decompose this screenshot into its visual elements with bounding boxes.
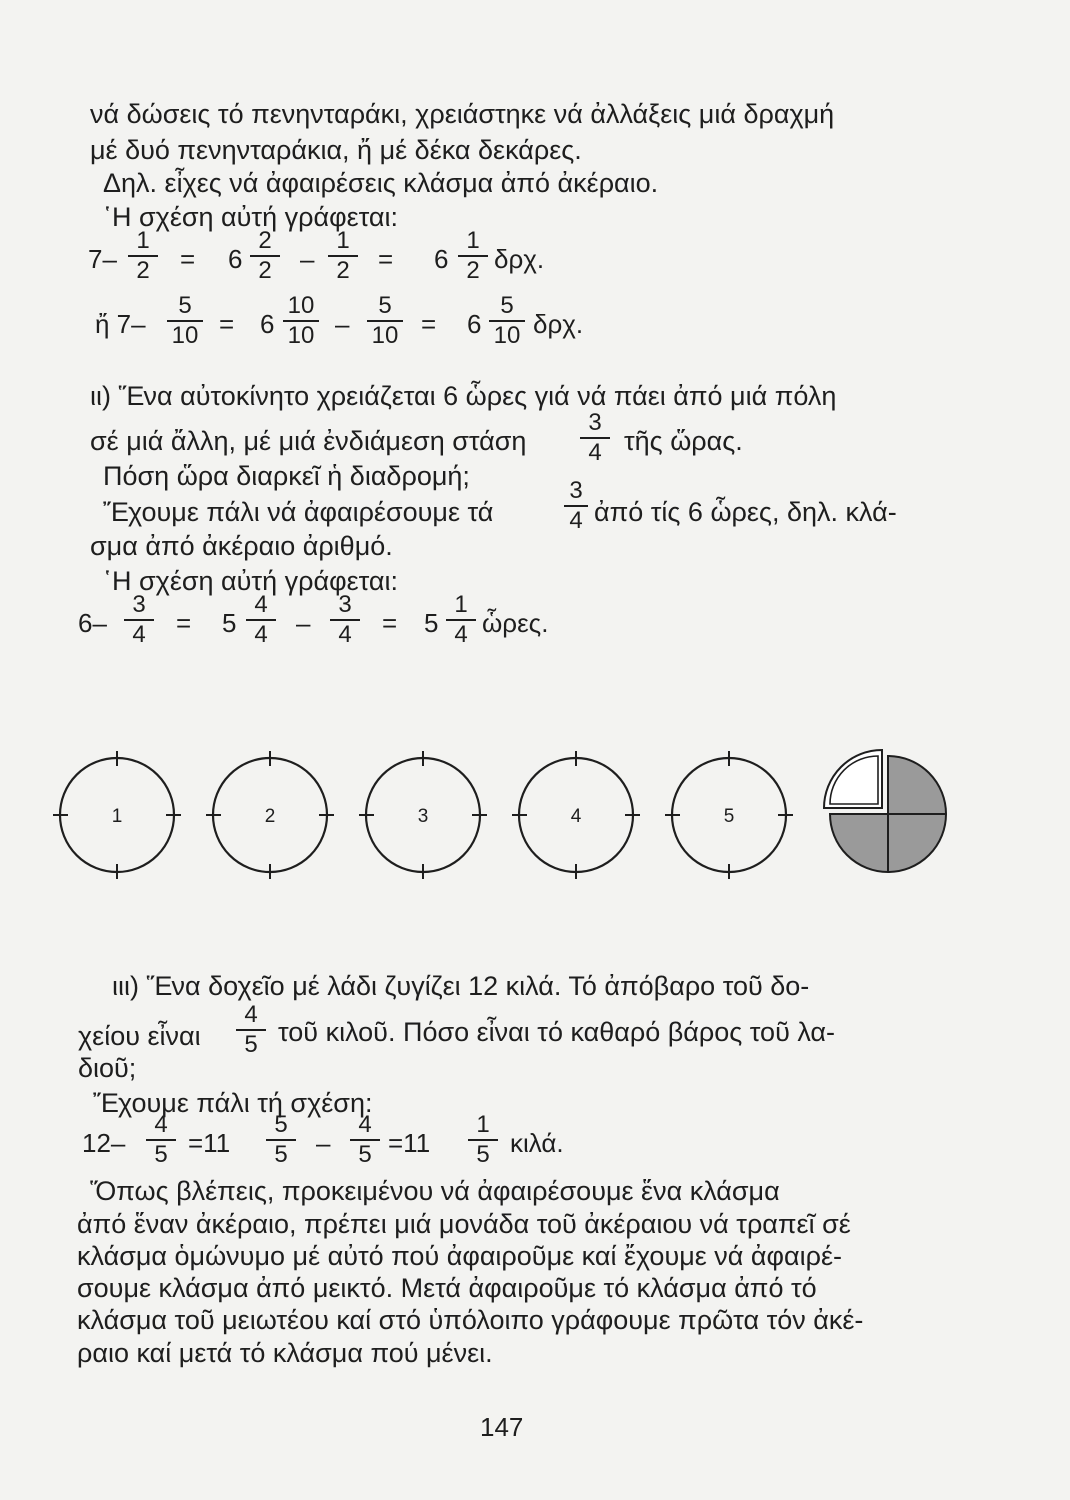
- clock-faces: [53, 751, 793, 879]
- clock-number: 4: [570, 806, 582, 827]
- numerator: 2: [258, 227, 272, 254]
- text-line: τῆς ὥρας.: [624, 426, 743, 456]
- equals-term: =11: [388, 1128, 431, 1158]
- denominator: 5: [154, 1141, 168, 1168]
- text-line: ραιο καί μετά τό κλάσμα πού μένει.: [77, 1338, 493, 1368]
- pie-three-quarters: [824, 750, 946, 872]
- clock-face: [53, 751, 181, 879]
- denominator: 5: [274, 1141, 288, 1168]
- fraction: [466, 1112, 500, 1168]
- unit-label: δρχ.: [533, 309, 584, 339]
- minus-sign: –: [296, 608, 311, 638]
- text-line: σμα ἀπό ἀκέραιο ἀριθμό.: [90, 531, 393, 561]
- equals-sign: =: [421, 309, 437, 339]
- numerator: 4: [244, 1001, 258, 1028]
- text-line: Δηλ. εἶχες νά ἀφαιρέσεις κλάσμα ἀπό ἀκέραιο.: [103, 168, 659, 198]
- denominator: 2: [466, 257, 480, 284]
- text-line: τοῦ κιλοῦ. Πόσο εἶναι τό καθαρό βάρος τοῦ λα-: [278, 1017, 836, 1047]
- numerator: 5: [274, 1111, 288, 1138]
- numerator: 1: [476, 1111, 490, 1138]
- text-line: Ὅπως βλέπεις, προκειμένου νά ἀφαιρέσουμε ἕνα κλάσμα: [90, 1176, 780, 1206]
- eq-term: ἤ 7–: [95, 309, 146, 339]
- equals-sign: =: [180, 244, 196, 274]
- numerator: 5: [178, 292, 192, 319]
- whole-number: 5: [222, 608, 237, 638]
- denominator: 2: [136, 257, 150, 284]
- text-line: ῾Η σχέση αὐτή γράφεται:: [103, 202, 399, 232]
- clock-face: [359, 751, 487, 879]
- clock-face: [206, 751, 334, 879]
- numerator: 4: [254, 591, 268, 618]
- whole-number: 6: [467, 309, 482, 339]
- minus-sign: –: [316, 1128, 331, 1158]
- clock-face: [512, 751, 640, 879]
- clock-number: 5: [723, 806, 735, 827]
- denominator: 5: [476, 1141, 490, 1168]
- numerator: 5: [378, 292, 392, 319]
- text-line: νά δώσεις τό πενηνταράκι, χρειάστηκε νά ἀλλάξεις μιά δραχμή: [90, 99, 835, 129]
- whole-number: 5: [424, 608, 439, 638]
- numerator: 3: [338, 591, 352, 618]
- minus-sign: –: [335, 309, 350, 339]
- denominator: 2: [258, 257, 272, 284]
- text-line: σέ μιά ἄλλη, μέ μιά ἐνδιάμεση στάση: [90, 426, 527, 456]
- denominator: 4: [338, 621, 352, 648]
- text-line: Ἔχουμε πάλι τή σχέση:: [93, 1088, 373, 1118]
- numerator: 4: [358, 1111, 372, 1138]
- clock-number: 3: [417, 806, 429, 827]
- denominator: 10: [171, 322, 199, 349]
- numerator: 1: [336, 227, 350, 254]
- text-line: μέ δυό πενηνταράκια, ἤ μέ δέκα δεκάρες.: [90, 135, 582, 165]
- unit-label: δρχ.: [494, 244, 545, 274]
- text-line: Ἔχουμε πάλι νά ἀφαιρέσουμε τά: [103, 497, 494, 527]
- clock-face: [665, 751, 793, 879]
- numerator: 1: [466, 227, 480, 254]
- unit-label: κιλά.: [510, 1128, 564, 1158]
- text-line: χείου εἶναι: [78, 1021, 201, 1051]
- unit-label: ὧρες.: [482, 608, 549, 638]
- denominator: 2: [336, 257, 350, 284]
- clock-number: 2: [264, 806, 276, 827]
- eq-term: 6–: [78, 608, 107, 638]
- text-line: σουμε κλάσμα ἀπό μεικτό. Μετά ἀφαιροῦμε τό κλάσμα ἀπό τό: [77, 1273, 817, 1303]
- denominator: 10: [493, 322, 521, 349]
- text-line: ἀπό τίς 6 ὧρες, δηλ. κλά-: [594, 497, 897, 527]
- fraction-four-fifths: [234, 1002, 268, 1058]
- fraction: [348, 1112, 382, 1168]
- eq-term: 7–: [88, 244, 117, 274]
- pie-removed-quarter: [824, 750, 882, 808]
- equals-term: =11: [188, 1128, 231, 1158]
- text-line: ῾Η σχέση αὐτή γράφεται:: [103, 566, 399, 596]
- text-line: Πόση ὥρα διαρκεῖ ἡ διαδρομή;: [103, 461, 470, 491]
- equals-sign: =: [176, 608, 192, 638]
- denominator: 10: [287, 322, 315, 349]
- numerator: 4: [154, 1111, 168, 1138]
- numerator: 3: [132, 591, 146, 618]
- minus-sign: –: [300, 244, 315, 274]
- denominator: 4: [132, 621, 146, 648]
- whole-number: 6: [260, 309, 275, 339]
- denominator: 5: [358, 1141, 372, 1168]
- denominator: 4: [254, 621, 268, 648]
- equals-sign: =: [382, 608, 398, 638]
- numerator: 3: [588, 409, 602, 436]
- fraction: [264, 1112, 298, 1168]
- whole-number: 6: [228, 244, 243, 274]
- numerator: 5: [500, 292, 514, 319]
- text-line: ιιι) Ἕνα δοχεῖο μέ λάδι ζυγίζει 12 κιλά. Τό ἀπόβαρο τοῦ δο-: [112, 971, 810, 1001]
- text-line: κλάσμα τοῦ μειωτέου καί στό ὑπόλοιπο γράφουμε πρῶτα τόν ἀκέ-: [77, 1305, 864, 1335]
- eq-term: 12–: [82, 1128, 126, 1158]
- text-line: ἀπό ἕναν ἀκέραιο, πρέπει μιά μονάδα τοῦ ἀκέραιου νά τραπεῖ σέ: [77, 1209, 851, 1239]
- denominator: 4: [588, 439, 602, 466]
- denominator: 5: [244, 1031, 258, 1058]
- denominator: 4: [569, 507, 583, 534]
- denominator: 10: [371, 322, 399, 349]
- equation-4: [82, 1112, 602, 1172]
- whole-number: 6: [434, 244, 449, 274]
- numerator: 1: [136, 227, 150, 254]
- page-number: 147: [480, 1412, 524, 1442]
- numerator: 3: [569, 477, 583, 504]
- text-line: κλάσμα ὁμώνυμο μέ αὐτό πού ἀφαιροῦμε καί ἔχουμε νά ἀφαιρέ-: [77, 1241, 843, 1271]
- numerator: 1: [454, 591, 468, 618]
- clock-number: 1: [111, 806, 123, 827]
- text-line: ιι) Ἕνα αὐτοκίνητο χρειάζεται 6 ὧρες γιά νά πάει ἀπό μιά πόλη: [90, 381, 837, 411]
- numerator: 10: [287, 292, 315, 319]
- text-line: διοῦ;: [78, 1053, 137, 1083]
- fraction: [144, 1112, 178, 1168]
- equals-sign: =: [219, 309, 235, 339]
- denominator: 4: [454, 621, 468, 648]
- equals-sign: =: [378, 244, 394, 274]
